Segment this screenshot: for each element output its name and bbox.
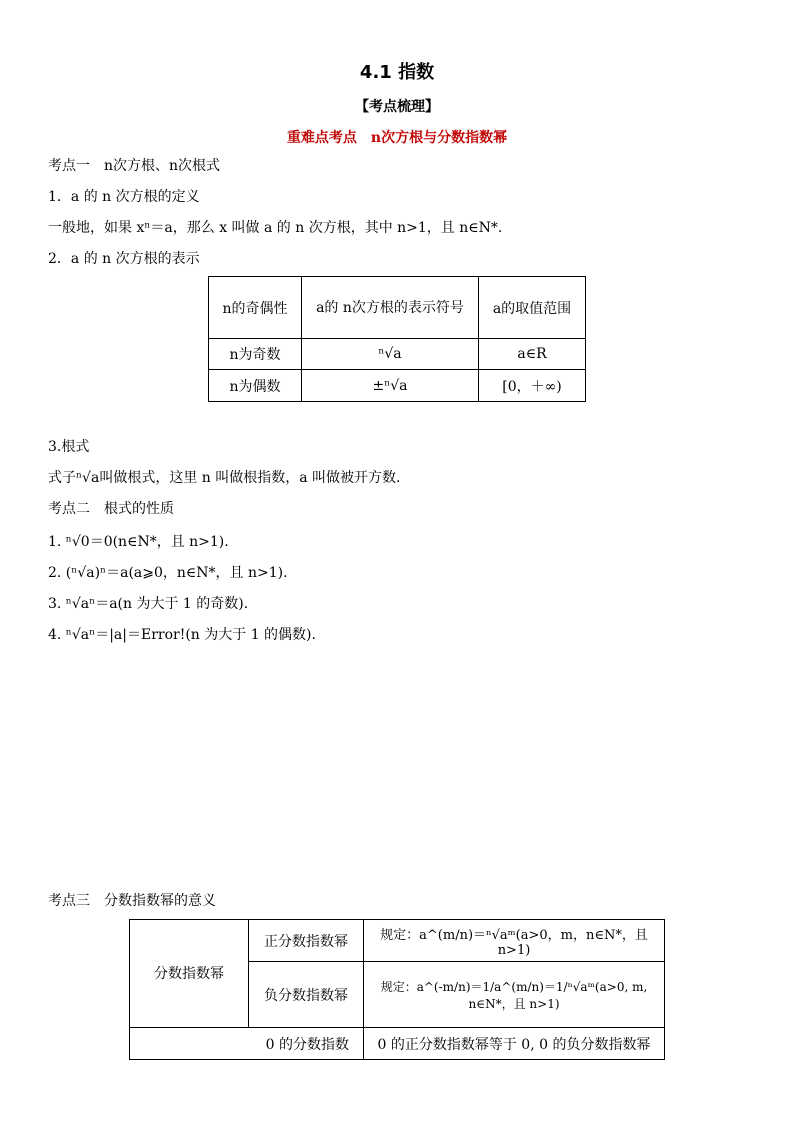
table-row-group: 分数指数幂 — [130, 920, 249, 1028]
kp2-property-2: 2. (ⁿ√a)ⁿ＝a(a⩾0，n∈N*，且 n>1). — [48, 565, 288, 581]
table-cell: 规定：a^(-m/n)＝1/a^(m/n)＝1/ⁿ√aᵐ(a>0, m, n∈N*，且 n>1) — [364, 962, 665, 1028]
table-cell: [0，＋∞) — [479, 370, 586, 402]
table-header: a的取值范围 — [479, 277, 586, 339]
table-header: n的奇偶性 — [209, 277, 302, 339]
table-header: a的 n次方根的表示符号 — [302, 277, 479, 339]
table-cell: n为偶数 — [209, 370, 302, 402]
table-cell: a∈R — [479, 339, 586, 370]
key-point-heading: 重难点考点 n次方根与分数指数幂 — [286, 130, 508, 146]
kp1-item1-title: 1．a 的 n 次方根的定义 — [48, 189, 200, 205]
page-title: 4.1 指数 — [359, 62, 435, 83]
table-cell: 负分数指数幂 — [249, 962, 364, 1028]
kp2-heading: 考点二 根式的性质 — [48, 501, 174, 517]
fractional-exponent-table — [129, 919, 665, 1060]
kp1-item2-title: 2．a 的 n 次方根的表示 — [48, 251, 200, 267]
kp1-item3-body: 式子ⁿ√a叫做根式，这里 n 叫做根指数，a 叫做被开方数. — [48, 470, 401, 486]
table-cell: ±ⁿ√a — [302, 370, 479, 402]
kp1-heading: 考点一 n次方根、n次根式 — [48, 158, 221, 174]
table-cell: 正分数指数幂 — [249, 920, 364, 962]
table-cell: 规定：a^(m/n)＝ⁿ√aᵐ(a>0，m，n∈N*，且 n>1) — [364, 920, 665, 962]
kp1-item3-title: 3.根式 — [48, 439, 90, 455]
table-cell: n为奇数 — [209, 339, 302, 370]
section-label: 【考点梳理】 — [355, 99, 439, 115]
kp1-item1-body: 一般地，如果 xⁿ＝a，那么 x 叫做 a 的 n 次方根，其中 n>1，且 n∈N*. — [48, 220, 503, 236]
table-cell: 0 的正分数指数幂等于 0, 0 的负分数指数幂 — [364, 1028, 665, 1060]
nth-root-table — [208, 276, 586, 402]
kp2-property-1: 1. ⁿ√0＝0(n∈N*，且 n>1). — [48, 534, 229, 550]
table-cell: 0 的分数指数 — [130, 1028, 364, 1060]
kp3-heading: 考点三 分数指数幂的意义 — [48, 893, 216, 909]
table-cell: ⁿ√a — [302, 339, 479, 370]
kp2-property-3: 3. ⁿ√aⁿ＝a(n 为大于 1 的奇数). — [48, 596, 249, 612]
kp2-property-4: 4. ⁿ√aⁿ＝|a|＝Error!(n 为大于 1 的偶数). — [48, 627, 316, 643]
